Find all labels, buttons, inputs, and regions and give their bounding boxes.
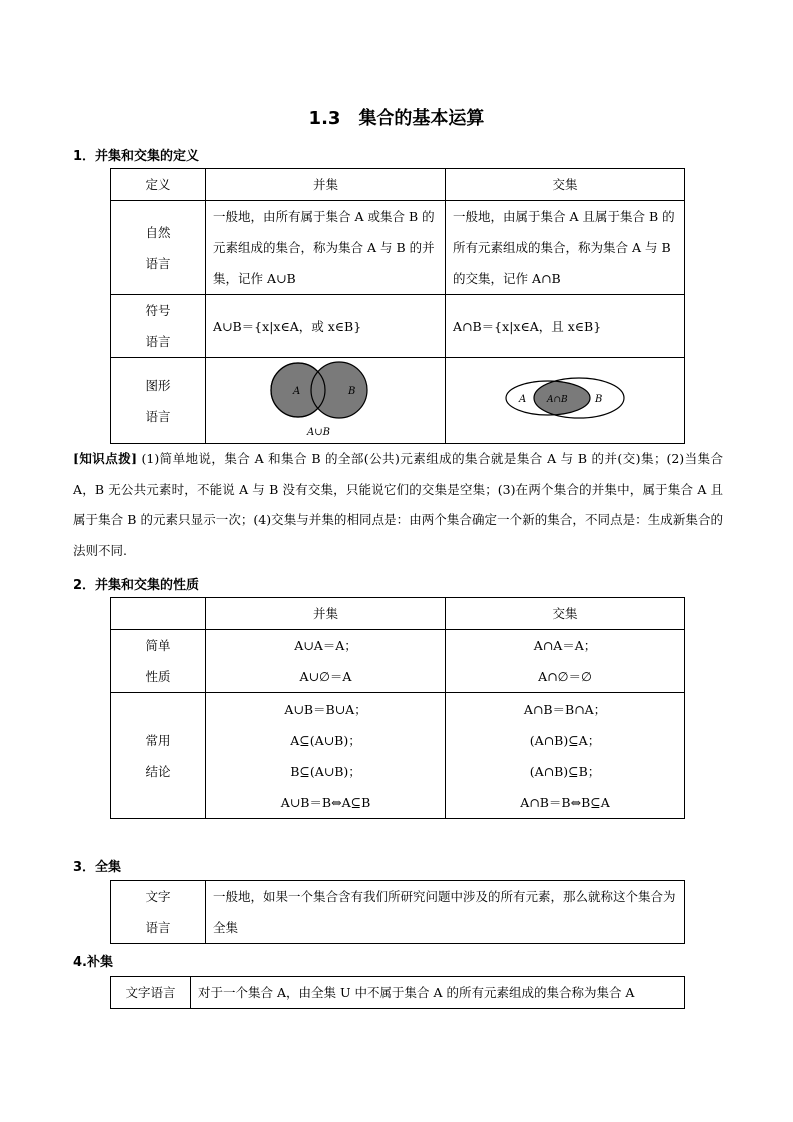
symbol-label-line1: 符号 [145, 303, 171, 318]
figure-label-line2: 语言 [145, 408, 171, 424]
union-simple-line: A∪∅＝A [299, 669, 352, 684]
def-header-intersection: 交集 [446, 169, 685, 201]
title-number: 1.3 [308, 108, 341, 129]
union-conclusion-line: A∪B＝B⇔A⊆B [280, 794, 371, 810]
def-header-definition: 定义 [111, 169, 206, 201]
properties-table [110, 597, 685, 819]
intersection-common-conclusions [446, 693, 685, 819]
note-label: [知识点拨] [73, 451, 138, 466]
prop-header-intersection: 交集 [446, 598, 685, 630]
intersection-simple-properties [446, 630, 685, 693]
union-natural-definition: 一般地，由所有属于集合 A 或集合 B 的元素组成的集合，称为集合 A 与 B 的并集，记作 A∪B [206, 201, 446, 295]
union-caption: A∪B [306, 427, 330, 438]
note-text: (1)简单地说，集合 A 和集合 B 的全部(公共)元素组成的集合就是集合 A 与 B 的并(交)集；(2)当集合 A，B 无公共元素时，不能说 A 与 B 没有交集，只能说它们的交集是空集；(3)在两个集合的并集中，属于集合 A 且属于集合 B 的元素只显示一次；(4)交集与并集的相同点是：由两个集合确定一个新的集合，不同点是：生成新集合的法则不同. [73, 451, 723, 558]
symbol-language-label [111, 295, 206, 358]
natural-label-line2: 语言 [145, 255, 171, 271]
intersection-venn-cell [446, 358, 685, 444]
union-conclusion-line: A⊆(A∪B)； [290, 732, 361, 748]
universal-set-table [110, 880, 685, 944]
complement-label: 文字语言 [111, 977, 191, 1009]
union-conclusion-line: B⊆(A∪B)； [290, 763, 361, 779]
union-label-a: A [292, 386, 300, 397]
union-symbol-definition: A∪B＝{x|x∈A，或 x∈B} [206, 295, 446, 358]
intersection-conclusion-line: (A∩B)⊆B； [529, 763, 601, 779]
intersection-simple-line: A∩∅＝∅ [538, 669, 592, 684]
section-4-heading: 4.补集 [73, 955, 113, 970]
figure-label-line1: 图形 [145, 377, 171, 393]
page-title [0, 104, 793, 130]
intersection-venn-diagram [447, 358, 684, 440]
title-text: 集合的基本运算 [358, 108, 485, 129]
simple-properties-label [111, 630, 206, 693]
universal-label-line1: 文字 [145, 889, 171, 904]
common-conclusions-label [111, 693, 206, 819]
union-conclusion-line: A∪B＝B∪A； [284, 701, 367, 717]
common-label-line1: 常用 [145, 732, 171, 748]
intersection-symbol-definition: A∩B＝{x|x∈A，且 x∈B} [446, 295, 685, 358]
natural-label-line1: 自然 [145, 224, 171, 240]
section-1-heading: 1．并集和交集的定义 [73, 149, 200, 164]
union-common-conclusions [206, 693, 446, 819]
universal-set-definition: 一般地，如果一个集合含有我们所研究问题中涉及的所有元素，那么就称这个集合为全集 [206, 881, 685, 944]
section-3-heading: 3．全集 [73, 860, 122, 875]
intersection-natural-definition: 一般地，由属于集合 A 且属于集合 B 的所有元素组成的集合，称为集合 A 与 B 的交集，记作 A∩B [446, 201, 685, 295]
universal-set-label [111, 881, 206, 944]
universal-label-line2: 语言 [145, 920, 171, 935]
complement-definition: 对于一个集合 A，由全集 U 中不属于集合 A 的所有元素组成的集合称为集合 A [191, 977, 685, 1009]
common-label-line2: 结论 [145, 763, 171, 779]
simple-label-line2: 性质 [145, 669, 171, 684]
union-circle-b [311, 362, 367, 418]
definition-table [110, 168, 685, 444]
prop-header-empty [111, 598, 206, 630]
simple-label-line1: 简单 [145, 638, 171, 653]
symbol-label-line2: 语言 [145, 334, 171, 349]
union-venn-cell [206, 358, 446, 444]
intersection-conclusion-line: A∩B＝B⇔B⊆A [520, 794, 610, 810]
intersection-label-mid: A∩B [546, 395, 568, 405]
def-header-union: 并集 [206, 169, 446, 201]
intersection-label-b: B [594, 394, 602, 405]
intersection-conclusion-line: A∩B＝B∩A； [523, 701, 607, 717]
intersection-conclusion-line: (A∩B)⊆A； [529, 732, 601, 748]
union-simple-line: A∪A＝A； [294, 638, 357, 653]
intersection-simple-line: A∩A＝A； [533, 638, 597, 653]
complement-table [110, 976, 685, 1009]
section-2-heading: 2．并集和交集的性质 [73, 578, 200, 593]
union-label-b: B [347, 386, 355, 397]
knowledge-note [73, 444, 723, 566]
figure-language-label [111, 358, 206, 444]
union-simple-properties [206, 630, 446, 693]
intersection-label-a: A [518, 394, 526, 405]
prop-header-union: 并集 [206, 598, 446, 630]
union-venn-diagram [207, 358, 445, 440]
natural-language-label [111, 201, 206, 295]
